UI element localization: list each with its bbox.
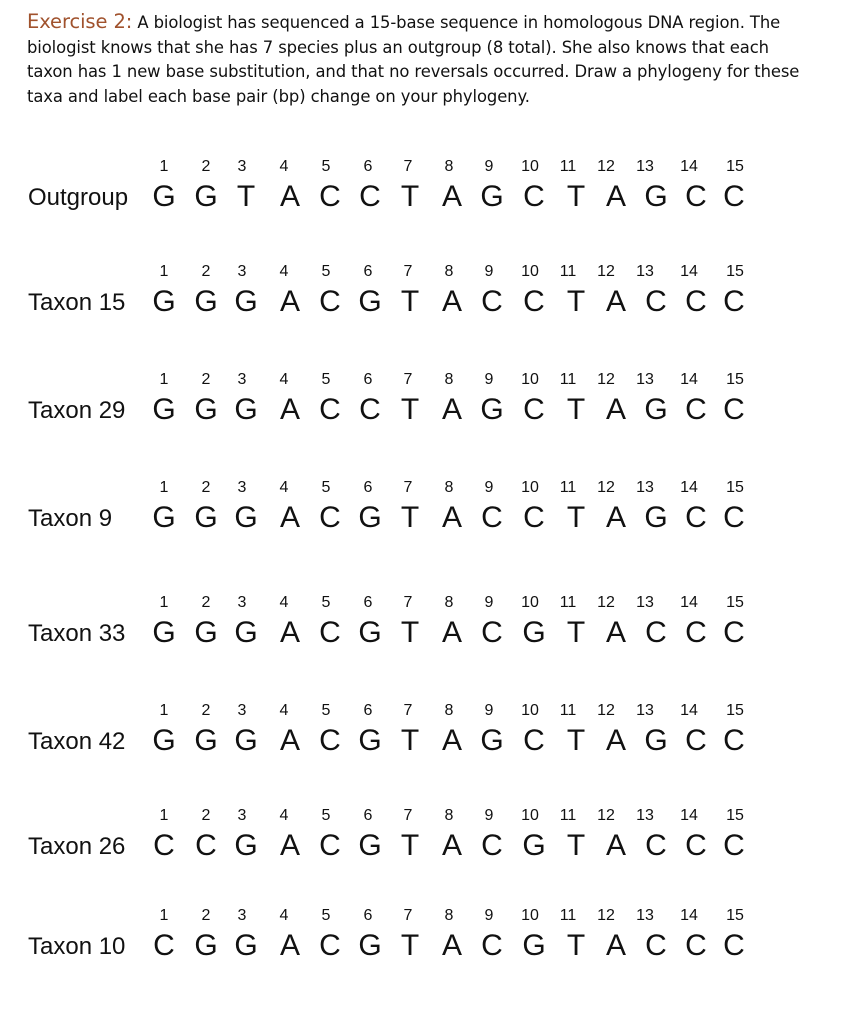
nucleotide-base: T	[400, 616, 420, 649]
taxon-name: Outgroup	[28, 184, 129, 211]
nucleotide-base: C	[723, 929, 745, 962]
position-number: 9	[484, 594, 494, 611]
nucleotide-base: C	[319, 393, 341, 426]
position-number: 3	[237, 371, 247, 388]
sequence-row	[0, 593, 848, 653]
position-number: 9	[484, 371, 494, 388]
nucleotide-base: C	[645, 829, 667, 862]
nucleotide-base: G	[358, 501, 382, 534]
position-number: 7	[403, 702, 413, 719]
nucleotide-base: T	[400, 501, 420, 534]
position-number: 11	[559, 158, 577, 175]
position-number: 6	[363, 807, 373, 824]
nucleotide-base: C	[685, 829, 707, 862]
position-number: 7	[403, 907, 413, 924]
nucleotide-base: A	[279, 393, 300, 426]
sequence-row	[0, 157, 848, 217]
nucleotide-base: T	[566, 180, 586, 213]
position-number: 2	[201, 594, 211, 611]
position-number: 2	[201, 371, 211, 388]
position-number: 10	[521, 594, 539, 611]
nucleotide-base: A	[441, 285, 462, 318]
position-number: 9	[484, 158, 494, 175]
position-number: 3	[237, 907, 247, 924]
position-number: 12	[597, 158, 615, 175]
nucleotide-base: A	[605, 929, 626, 962]
nucleotide-base: T	[236, 180, 256, 213]
nucleotide-base: G	[194, 616, 218, 649]
nucleotide-base: C	[153, 829, 175, 862]
position-number: 14	[680, 263, 698, 280]
nucleotide-base: G	[644, 393, 668, 426]
nucleotide-base: C	[723, 616, 745, 649]
taxon-name: Taxon 42	[28, 728, 126, 755]
position-number: 14	[680, 907, 698, 924]
taxon-name: Taxon 26	[28, 833, 126, 860]
position-number: 8	[444, 371, 454, 388]
nucleotide-base: T	[566, 616, 586, 649]
nucleotide-base: G	[358, 616, 382, 649]
position-number: 1	[159, 594, 169, 611]
exercise-title: Exercise 2:	[27, 10, 133, 33]
nucleotide-base: G	[358, 724, 382, 757]
position-number: 3	[237, 479, 247, 496]
nucleotide-base: G	[234, 393, 258, 426]
position-number: 5	[321, 479, 331, 496]
position-number: 6	[363, 479, 373, 496]
position-number: 13	[636, 158, 654, 175]
nucleotide-base: A	[441, 929, 462, 962]
position-number: 13	[636, 263, 654, 280]
position-number-row	[0, 806, 848, 826]
position-number: 14	[680, 158, 698, 175]
nucleotide-base: G	[234, 616, 258, 649]
base-row	[0, 282, 848, 322]
nucleotide-base: G	[194, 180, 218, 213]
position-number: 1	[159, 479, 169, 496]
nucleotide-base: G	[234, 501, 258, 534]
position-number: 4	[279, 594, 289, 611]
position-number: 3	[237, 594, 247, 611]
position-number: 13	[636, 807, 654, 824]
position-number: 10	[521, 907, 539, 924]
position-number: 13	[636, 594, 654, 611]
position-number: 12	[597, 371, 615, 388]
nucleotide-base: C	[685, 393, 707, 426]
sequence-row	[0, 701, 848, 761]
position-number: 2	[201, 907, 211, 924]
position-number: 15	[726, 907, 744, 924]
position-number: 5	[321, 807, 331, 824]
nucleotide-base: C	[645, 929, 667, 962]
position-number: 15	[726, 371, 744, 388]
position-number: 7	[403, 158, 413, 175]
nucleotide-base: G	[152, 393, 176, 426]
position-number-row	[0, 262, 848, 282]
position-number: 14	[680, 594, 698, 611]
position-number: 6	[363, 158, 373, 175]
position-number: 14	[680, 371, 698, 388]
nucleotide-base: T	[566, 501, 586, 534]
nucleotide-base: G	[194, 501, 218, 534]
nucleotide-base: A	[441, 724, 462, 757]
position-number: 12	[597, 807, 615, 824]
nucleotide-base: A	[441, 501, 462, 534]
nucleotide-base: C	[723, 393, 745, 426]
nucleotide-base: A	[605, 285, 626, 318]
position-number: 11	[559, 263, 577, 280]
nucleotide-base: C	[645, 616, 667, 649]
nucleotide-base: T	[400, 393, 420, 426]
nucleotide-base: A	[279, 180, 300, 213]
nucleotide-base: C	[645, 285, 667, 318]
nucleotide-base: G	[152, 616, 176, 649]
position-number: 13	[636, 907, 654, 924]
position-number: 15	[726, 594, 744, 611]
position-number: 12	[597, 594, 615, 611]
nucleotide-base: G	[644, 501, 668, 534]
position-number: 3	[237, 158, 247, 175]
position-number: 3	[237, 807, 247, 824]
nucleotide-base: A	[441, 829, 462, 862]
position-number: 15	[726, 263, 744, 280]
base-row	[0, 826, 848, 866]
position-number: 5	[321, 594, 331, 611]
nucleotide-base: C	[685, 616, 707, 649]
base-row	[0, 613, 848, 653]
position-number: 12	[597, 479, 615, 496]
taxon-name: Taxon 33	[28, 620, 126, 647]
nucleotide-base: A	[441, 616, 462, 649]
nucleotide-base: G	[480, 393, 504, 426]
position-number: 13	[636, 702, 654, 719]
sequence-row	[0, 806, 848, 866]
position-number: 4	[279, 907, 289, 924]
position-number: 6	[363, 371, 373, 388]
nucleotide-base: G	[644, 180, 668, 213]
nucleotide-base: C	[523, 724, 545, 757]
nucleotide-base: G	[358, 285, 382, 318]
nucleotide-base: T	[566, 285, 586, 318]
nucleotide-base: C	[481, 501, 503, 534]
position-number: 11	[559, 907, 577, 924]
position-number: 5	[321, 263, 331, 280]
position-number: 12	[597, 263, 615, 280]
nucleotide-base: A	[605, 829, 626, 862]
nucleotide-base: C	[523, 285, 545, 318]
nucleotide-base: C	[723, 285, 745, 318]
nucleotide-base: G	[194, 724, 218, 757]
nucleotide-base: C	[319, 616, 341, 649]
nucleotide-base: C	[319, 829, 341, 862]
nucleotide-base: A	[441, 180, 462, 213]
nucleotide-base: A	[605, 616, 626, 649]
position-number: 5	[321, 371, 331, 388]
nucleotide-base: C	[723, 501, 745, 534]
nucleotide-base: A	[441, 393, 462, 426]
position-number: 1	[159, 371, 169, 388]
position-number: 10	[521, 479, 539, 496]
nucleotide-base: G	[234, 829, 258, 862]
sequence-row	[0, 478, 848, 538]
nucleotide-base: G	[194, 393, 218, 426]
nucleotide-base: C	[523, 393, 545, 426]
sequence-row	[0, 262, 848, 322]
nucleotide-base: T	[400, 929, 420, 962]
position-number: 3	[237, 702, 247, 719]
position-number: 5	[321, 158, 331, 175]
nucleotide-base: C	[359, 180, 381, 213]
position-number: 8	[444, 907, 454, 924]
nucleotide-base: C	[723, 829, 745, 862]
position-number: 12	[597, 907, 615, 924]
nucleotide-base: G	[358, 829, 382, 862]
nucleotide-base: A	[605, 501, 626, 534]
taxon-name: Taxon 9	[28, 505, 113, 532]
position-number: 8	[444, 807, 454, 824]
position-number: 12	[597, 702, 615, 719]
base-row	[0, 177, 848, 217]
nucleotide-base: C	[685, 180, 707, 213]
position-number: 15	[726, 479, 744, 496]
position-number: 6	[363, 263, 373, 280]
base-row	[0, 390, 848, 430]
nucleotide-base: A	[605, 724, 626, 757]
exercise-text	[27, 10, 817, 109]
position-number: 11	[559, 807, 577, 824]
nucleotide-base: C	[685, 929, 707, 962]
position-number: 2	[201, 702, 211, 719]
position-number: 13	[636, 479, 654, 496]
position-number: 4	[279, 158, 289, 175]
nucleotide-base: T	[400, 285, 420, 318]
position-number: 8	[444, 702, 454, 719]
position-number: 7	[403, 479, 413, 496]
position-number: 4	[279, 807, 289, 824]
nucleotide-base: C	[195, 829, 217, 862]
nucleotide-base: T	[400, 829, 420, 862]
nucleotide-base: G	[480, 180, 504, 213]
sequence-row	[0, 906, 848, 966]
nucleotide-base: C	[319, 180, 341, 213]
position-number: 4	[279, 371, 289, 388]
position-number-row	[0, 593, 848, 613]
position-number: 9	[484, 907, 494, 924]
position-number: 11	[559, 702, 577, 719]
position-number: 9	[484, 807, 494, 824]
position-number: 8	[444, 263, 454, 280]
position-number: 2	[201, 158, 211, 175]
nucleotide-base: G	[234, 285, 258, 318]
position-number: 1	[159, 263, 169, 280]
nucleotide-base: A	[279, 724, 300, 757]
nucleotide-base: G	[194, 285, 218, 318]
position-number: 2	[201, 263, 211, 280]
nucleotide-base: A	[279, 829, 300, 862]
nucleotide-base: C	[319, 724, 341, 757]
nucleotide-base: T	[400, 180, 420, 213]
position-number: 10	[521, 371, 539, 388]
nucleotide-base: C	[481, 285, 503, 318]
position-number: 4	[279, 702, 289, 719]
position-number-row	[0, 478, 848, 498]
position-number: 4	[279, 263, 289, 280]
nucleotide-base: A	[605, 180, 626, 213]
nucleotide-base: G	[152, 285, 176, 318]
position-number: 2	[201, 479, 211, 496]
nucleotide-base: C	[319, 929, 341, 962]
nucleotide-base: G	[358, 929, 382, 962]
position-number: 6	[363, 702, 373, 719]
position-number: 10	[521, 158, 539, 175]
position-number: 5	[321, 907, 331, 924]
nucleotide-base: C	[481, 829, 503, 862]
nucleotide-base: A	[279, 616, 300, 649]
taxon-name: Taxon 29	[28, 397, 126, 424]
nucleotide-base: A	[279, 501, 300, 534]
position-number: 9	[484, 702, 494, 719]
nucleotide-base: T	[566, 829, 586, 862]
nucleotide-base: G	[152, 501, 176, 534]
position-number: 7	[403, 371, 413, 388]
base-row	[0, 721, 848, 761]
position-number: 15	[726, 158, 744, 175]
position-number: 8	[444, 158, 454, 175]
nucleotide-base: C	[319, 501, 341, 534]
exercise-prompt: A biologist has sequenced a 15-base sequence in homologous DNA region. The biologist knows that she has 7 species plus an outgroup (8 total). She also knows that each taxon has 1 new base substitution, and that no reversals occurred. Draw a phylogeny for these taxa and label each base pair (bp) change on your phylogeny.	[27, 13, 800, 106]
nucleotide-base: G	[234, 724, 258, 757]
taxon-name: Taxon 10	[28, 933, 126, 960]
nucleotide-base: C	[523, 501, 545, 534]
nucleotide-base: A	[605, 393, 626, 426]
nucleotide-base: C	[481, 616, 503, 649]
position-number: 11	[559, 479, 577, 496]
position-number: 3	[237, 263, 247, 280]
position-number: 15	[726, 807, 744, 824]
position-number: 11	[559, 371, 577, 388]
position-number: 11	[559, 594, 577, 611]
nucleotide-base: A	[279, 929, 300, 962]
base-row	[0, 926, 848, 966]
nucleotide-base: G	[522, 929, 546, 962]
nucleotide-base: C	[723, 724, 745, 757]
position-number: 7	[403, 263, 413, 280]
nucleotide-base: C	[153, 929, 175, 962]
position-number: 10	[521, 807, 539, 824]
position-number: 1	[159, 158, 169, 175]
position-number-row	[0, 370, 848, 390]
position-number: 4	[279, 479, 289, 496]
nucleotide-base: T	[566, 929, 586, 962]
nucleotide-base: C	[523, 180, 545, 213]
position-number: 8	[444, 594, 454, 611]
position-number: 2	[201, 807, 211, 824]
nucleotide-base: G	[522, 616, 546, 649]
nucleotide-base: C	[319, 285, 341, 318]
taxon-name: Taxon 15	[28, 289, 126, 316]
nucleotide-base: C	[685, 285, 707, 318]
position-number: 8	[444, 479, 454, 496]
position-number: 13	[636, 371, 654, 388]
nucleotide-base: C	[723, 180, 745, 213]
nucleotide-base: C	[685, 501, 707, 534]
position-number-row	[0, 701, 848, 721]
position-number: 14	[680, 807, 698, 824]
nucleotide-base: G	[152, 180, 176, 213]
sequence-row	[0, 370, 848, 430]
position-number: 10	[521, 702, 539, 719]
nucleotide-base: T	[566, 724, 586, 757]
position-number: 1	[159, 807, 169, 824]
position-number: 14	[680, 702, 698, 719]
position-number: 5	[321, 702, 331, 719]
nucleotide-base: G	[644, 724, 668, 757]
position-number: 1	[159, 702, 169, 719]
position-number: 6	[363, 907, 373, 924]
position-number: 9	[484, 263, 494, 280]
nucleotide-base: C	[359, 393, 381, 426]
base-row	[0, 498, 848, 538]
nucleotide-base: G	[194, 929, 218, 962]
position-number: 7	[403, 594, 413, 611]
position-number: 7	[403, 807, 413, 824]
position-number: 14	[680, 479, 698, 496]
nucleotide-base: C	[685, 724, 707, 757]
nucleotide-base: T	[566, 393, 586, 426]
position-number-row	[0, 906, 848, 926]
nucleotide-base: T	[400, 724, 420, 757]
position-number: 6	[363, 594, 373, 611]
position-number: 1	[159, 907, 169, 924]
nucleotide-base: G	[234, 929, 258, 962]
nucleotide-base: A	[279, 285, 300, 318]
position-number: 9	[484, 479, 494, 496]
nucleotide-base: G	[522, 829, 546, 862]
position-number-row	[0, 157, 848, 177]
nucleotide-base: G	[152, 724, 176, 757]
position-number: 10	[521, 263, 539, 280]
nucleotide-base: G	[480, 724, 504, 757]
position-number: 15	[726, 702, 744, 719]
nucleotide-base: C	[481, 929, 503, 962]
